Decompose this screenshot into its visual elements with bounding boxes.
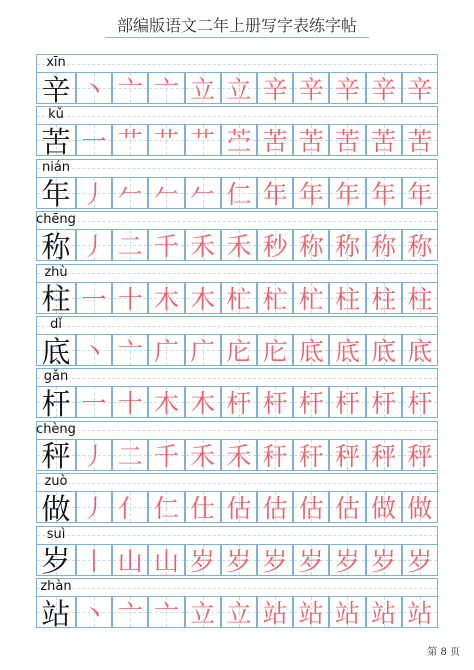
practice-cell <box>185 386 221 418</box>
stroke-step: 立 <box>226 75 252 104</box>
pinyin-label: zhù <box>44 264 68 280</box>
stroke-step: 亻 <box>117 494 143 524</box>
practice-cell <box>293 439 329 471</box>
practice-cell <box>366 596 402 628</box>
practice-cell <box>402 491 438 523</box>
practice-cell <box>402 72 438 104</box>
stroke-step: 做 <box>407 494 433 524</box>
practice-cell <box>402 386 438 418</box>
stroke-step: 岁 <box>407 546 433 576</box>
practice-cell <box>293 544 329 576</box>
stroke-step: 禾 <box>190 232 216 262</box>
model-character: 苦 <box>41 124 71 159</box>
page-number: 第 8 页 <box>427 647 460 658</box>
stroke-step: 苦 <box>407 127 433 157</box>
practice-cell <box>112 282 148 314</box>
stroke-step: 杆 <box>226 389 252 419</box>
practice-cell <box>329 124 365 156</box>
stroke-step: 柱 <box>334 284 360 314</box>
practice-cell <box>221 72 257 104</box>
stroke-step: 艹 <box>117 127 143 157</box>
practice-cell <box>257 491 293 523</box>
stroke-step: 称 <box>334 232 360 262</box>
practice-cell <box>112 177 148 209</box>
practice-cell <box>293 596 329 628</box>
stroke-step: 广 <box>190 337 216 366</box>
stroke-step: 杧 <box>226 284 252 314</box>
stroke-step: 秤 <box>371 441 397 471</box>
stroke-step: 艹 <box>153 127 179 157</box>
practice-row <box>0 264 474 316</box>
stroke-step: 底 <box>407 337 433 366</box>
practice-cell <box>329 596 365 628</box>
stroke-step: 山 <box>117 546 143 576</box>
stroke-step: 木 <box>153 284 179 314</box>
stroke-step: 站 <box>298 599 324 628</box>
stroke-step: 年 <box>298 179 324 209</box>
practice-cell <box>366 439 402 471</box>
stroke-step: 二 <box>117 232 143 262</box>
practice-cell <box>76 72 112 104</box>
pinyin-label: xīn <box>46 55 66 70</box>
stroke-step: 立 <box>190 599 216 628</box>
stroke-step: 岁 <box>371 546 397 576</box>
pinyin-label: zuò <box>44 474 68 490</box>
practice-cell <box>76 386 112 418</box>
practice-cell <box>366 177 402 209</box>
stroke-step: 千 <box>153 441 179 471</box>
practice-cell <box>366 282 402 314</box>
model-character-cell <box>36 334 76 369</box>
practice-cell <box>221 124 257 156</box>
model-character-cell <box>36 177 76 212</box>
stroke-step: 一 <box>81 127 107 157</box>
stroke-step: 禾 <box>226 232 252 262</box>
practice-cell <box>76 491 112 523</box>
model-character-cell <box>36 439 76 474</box>
practice-cell <box>402 334 438 366</box>
practice-cell <box>257 334 293 366</box>
stroke-step: 十 <box>117 389 143 419</box>
stroke-step: 杧 <box>298 284 324 314</box>
practice-cell <box>257 124 293 156</box>
stroke-step: 岁 <box>334 546 360 576</box>
practice-cell <box>221 491 257 523</box>
stroke-step: 一 <box>81 284 107 314</box>
practice-cell <box>221 229 257 261</box>
practice-cell <box>185 282 221 314</box>
practice-cell <box>76 229 112 261</box>
stroke-step: 禾 <box>226 441 252 471</box>
stroke-step: 木 <box>190 389 216 419</box>
stroke-step: 称 <box>407 232 433 262</box>
practice-cell <box>148 386 184 418</box>
practice-cell <box>148 124 184 156</box>
practice-cell <box>257 282 293 314</box>
practice-cell <box>221 282 257 314</box>
practice-cell <box>112 386 148 418</box>
model-character: 做 <box>41 491 71 526</box>
practice-cell <box>148 177 184 209</box>
practice-cell <box>366 72 402 104</box>
practice-cell <box>329 544 365 576</box>
stroke-step: 底 <box>298 337 324 366</box>
stroke-step: 柱 <box>371 284 397 314</box>
practice-cell <box>402 596 438 628</box>
practice-cell <box>293 124 329 156</box>
stroke-step: 庀 <box>226 337 252 366</box>
stroke-step: 十 <box>117 284 143 314</box>
stroke-step: 年 <box>407 179 433 209</box>
stroke-step: 底 <box>371 337 397 366</box>
stroke-step: 柱 <box>407 284 433 314</box>
stroke-step: 禾 <box>190 441 216 471</box>
model-character-cell <box>36 596 76 631</box>
practice-cell <box>185 124 221 156</box>
model-character: 辛 <box>41 72 71 107</box>
stroke-step: 一 <box>81 389 107 419</box>
stroke-step: 岁 <box>298 546 324 576</box>
model-character: 岁 <box>41 544 71 579</box>
model-character-cell <box>36 386 76 421</box>
model-character: 称 <box>41 229 71 264</box>
pinyin-label: zhàn <box>40 579 72 594</box>
stroke-step: 秒 <box>262 232 288 262</box>
practice-cell <box>257 229 293 261</box>
practice-cell <box>185 72 221 104</box>
practice-cell <box>148 439 184 471</box>
practice-cell <box>112 334 148 366</box>
stroke-step: 苎 <box>226 127 252 157</box>
practice-cell <box>76 596 112 628</box>
practice-cell <box>112 544 148 576</box>
practice-cell <box>185 334 221 366</box>
stroke-step: 年 <box>371 179 397 209</box>
stroke-step: 立 <box>190 75 216 104</box>
practice-row <box>0 54 474 106</box>
model-character: 底 <box>41 334 71 369</box>
model-character: 年 <box>41 177 71 212</box>
stroke-step: 杆 <box>262 389 288 419</box>
stroke-step: 站 <box>262 599 288 628</box>
pinyin-label: chèng <box>36 421 76 437</box>
stroke-step: 广 <box>153 337 179 366</box>
stroke-step: 丨 <box>81 546 107 576</box>
stroke-step: 木 <box>153 389 179 419</box>
practice-cell <box>148 491 184 523</box>
stroke-step: 苦 <box>298 127 324 157</box>
stroke-step: 站 <box>371 599 397 628</box>
practice-cell <box>329 177 365 209</box>
stroke-step: 𠂉 <box>117 179 143 209</box>
practice-cell <box>257 439 293 471</box>
stroke-step: 估 <box>298 494 324 524</box>
practice-cell <box>293 72 329 104</box>
stroke-step: 二 <box>117 441 143 471</box>
stroke-step: 秆 <box>298 441 324 471</box>
stroke-step: 辛 <box>334 75 360 104</box>
practice-cell <box>112 439 148 471</box>
practice-cell <box>112 72 148 104</box>
model-character-cell <box>36 72 76 107</box>
stroke-step: 估 <box>262 494 288 524</box>
practice-cell <box>185 229 221 261</box>
practice-row <box>0 473 474 525</box>
stroke-step: 辛 <box>407 75 433 104</box>
model-character-cell <box>36 282 76 317</box>
stroke-step: 丶 <box>81 75 107 104</box>
stroke-step: 艹 <box>190 127 216 157</box>
practice-cell <box>366 491 402 523</box>
stroke-step: 千 <box>153 232 179 262</box>
practice-cell <box>221 596 257 628</box>
stroke-step: 仕 <box>190 494 216 524</box>
practice-cell <box>76 439 112 471</box>
practice-cell <box>329 72 365 104</box>
practice-cell <box>257 72 293 104</box>
stroke-step: 杧 <box>262 284 288 314</box>
stroke-step: 亠 <box>117 337 143 366</box>
practice-cell <box>221 386 257 418</box>
stroke-step: 丿 <box>81 232 107 262</box>
practice-cell <box>112 596 148 628</box>
stroke-step: 苦 <box>334 127 360 157</box>
pinyin-label: gǎn <box>43 369 69 385</box>
practice-cell <box>402 124 438 156</box>
stroke-step: 秤 <box>407 441 433 471</box>
stroke-step: 估 <box>226 494 252 524</box>
stroke-step: 山 <box>153 546 179 576</box>
practice-cell <box>148 229 184 261</box>
practice-cell <box>76 282 112 314</box>
stroke-step: 岁 <box>226 546 252 576</box>
practice-cell <box>112 124 148 156</box>
stroke-step: 做 <box>371 494 397 524</box>
practice-cell <box>112 229 148 261</box>
practice-cell <box>402 282 438 314</box>
practice-cell <box>366 386 402 418</box>
practice-cell <box>221 334 257 366</box>
practice-cell <box>76 334 112 366</box>
practice-row <box>0 106 474 158</box>
practice-cell <box>329 386 365 418</box>
stroke-step: 苦 <box>371 127 397 157</box>
practice-row <box>0 316 474 368</box>
stroke-step: 辛 <box>371 75 397 104</box>
practice-row <box>0 578 474 630</box>
stroke-step: 估 <box>334 494 360 524</box>
page-title: 部编版语文二年上册写字表练字帖 <box>116 16 357 35</box>
pinyin-label: kǔ <box>48 107 64 123</box>
practice-cell <box>76 544 112 576</box>
stroke-step: 秆 <box>262 441 288 471</box>
stroke-step: 岁 <box>262 546 288 576</box>
practice-cell <box>402 544 438 576</box>
practice-cell <box>76 177 112 209</box>
practice-row <box>0 526 474 578</box>
stroke-step: 立 <box>226 599 252 628</box>
practice-cell <box>293 386 329 418</box>
stroke-step: 仁 <box>153 494 179 524</box>
model-character: 杆 <box>41 386 71 421</box>
model-character: 柱 <box>41 282 71 317</box>
practice-cell <box>148 334 184 366</box>
practice-row <box>0 211 474 263</box>
stroke-step: 仁 <box>226 179 252 209</box>
practice-cell <box>221 177 257 209</box>
model-character-cell <box>36 544 76 579</box>
practice-cell <box>293 491 329 523</box>
practice-cell <box>257 544 293 576</box>
practice-cell <box>148 544 184 576</box>
model-character-cell <box>36 124 76 159</box>
practice-cell <box>185 544 221 576</box>
practice-cell <box>293 229 329 261</box>
practice-cell <box>329 229 365 261</box>
stroke-step: 辛 <box>298 75 324 104</box>
stroke-step: 丿 <box>81 441 107 471</box>
stroke-step: 称 <box>371 232 397 262</box>
practice-cell <box>329 282 365 314</box>
practice-cell <box>221 439 257 471</box>
stroke-step: 底 <box>334 337 360 366</box>
stroke-step: 秤 <box>334 441 360 471</box>
practice-cell <box>112 491 148 523</box>
stroke-step: 杆 <box>298 389 324 419</box>
stroke-step: 亠 <box>153 75 179 104</box>
stroke-step: 丶 <box>81 599 107 628</box>
practice-cell <box>402 229 438 261</box>
practice-cell <box>329 439 365 471</box>
practice-cell <box>257 386 293 418</box>
practice-cell <box>185 439 221 471</box>
model-character-cell <box>36 229 76 264</box>
practice-cell <box>366 334 402 366</box>
model-character-cell <box>36 491 76 526</box>
stroke-step: 亠 <box>117 75 143 104</box>
practice-cell <box>293 282 329 314</box>
practice-cell <box>76 124 112 156</box>
stroke-step: 𠂉 <box>153 179 179 209</box>
practice-cell <box>185 491 221 523</box>
stroke-step: 杆 <box>407 389 433 419</box>
stroke-step: 丿 <box>81 179 107 209</box>
practice-cell <box>293 177 329 209</box>
stroke-step: 站 <box>407 599 433 628</box>
practice-cell <box>366 229 402 261</box>
stroke-step: 木 <box>190 284 216 314</box>
pinyin-label: dǐ <box>50 317 62 332</box>
practice-cell <box>148 282 184 314</box>
stroke-step: 年 <box>262 179 288 209</box>
stroke-step: 丿 <box>81 494 107 524</box>
stroke-step: 杆 <box>334 389 360 419</box>
stroke-step: 丶 <box>81 337 107 366</box>
stroke-step: 杆 <box>371 389 397 419</box>
stroke-step: 称 <box>298 232 324 262</box>
practice-cell <box>148 72 184 104</box>
practice-cell <box>185 177 221 209</box>
practice-cell <box>148 596 184 628</box>
stroke-step: 辛 <box>262 75 288 104</box>
stroke-step: 岁 <box>190 546 216 576</box>
practice-row <box>0 368 474 420</box>
pinyin-label: suì <box>46 526 66 542</box>
stroke-step: 年 <box>334 179 360 209</box>
practice-cell <box>221 544 257 576</box>
model-character: 秤 <box>41 439 71 474</box>
pinyin-label: chēng <box>36 212 76 228</box>
practice-row <box>0 421 474 473</box>
stroke-step: 庀 <box>262 337 288 366</box>
stroke-step: 亠 <box>153 599 179 628</box>
practice-row <box>0 159 474 211</box>
practice-cell <box>366 124 402 156</box>
practice-cell <box>402 439 438 471</box>
model-character: 站 <box>41 596 71 631</box>
stroke-step: 苦 <box>262 127 288 157</box>
practice-cell <box>293 334 329 366</box>
practice-cell <box>402 177 438 209</box>
practice-cell <box>366 544 402 576</box>
practice-cell <box>329 491 365 523</box>
stroke-step: 𠂉 <box>190 179 216 209</box>
stroke-step: 亠 <box>117 599 143 628</box>
practice-cell <box>185 596 221 628</box>
stroke-step: 站 <box>334 599 360 628</box>
practice-cell <box>257 596 293 628</box>
practice-cell <box>329 334 365 366</box>
pinyin-label: nián <box>41 159 71 175</box>
practice-cell <box>257 177 293 209</box>
